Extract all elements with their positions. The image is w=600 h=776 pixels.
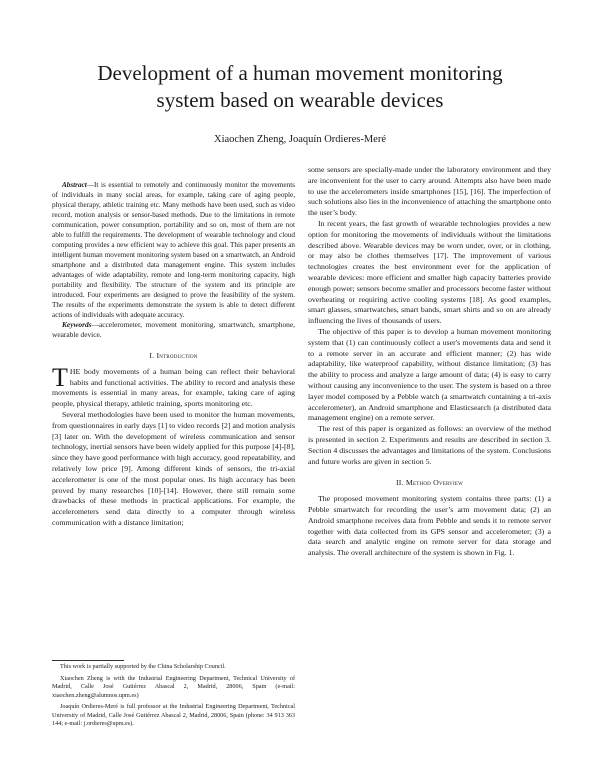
- abstract-text: —It is essential to remotely and continuously monitor the movements of individuals in many social areas, for example, taking care of aging people, physical therapy, athletic training etc. Many methods have been used, such as video record, motion analysis or sensor-based methods. Due to the limitations in remote communication, power consumption, portability and so on, most of them are not able to fulfill the requirements. The development of wearable technology and cloud computing provides a new efficient way to achieve this goal. This paper presents an intelligent human movement monitoring system based on a smartwatch, an Android smartphone and a distributed data management engine. This system includes advantages of wide adaptability, remote and long-term monitoring capacity, high portability and flexibility. The structure of the system and its principle are introduced. Four experiments are designed to prove the feasibility of the system. The results of the experiments demonstrate the system is able to detect different actions of individuals with adequate accuracy.: [52, 181, 295, 319]
- abstract: [52, 180, 295, 320]
- footnotes: [52, 663, 295, 732]
- section-2-name: Method Overview: [405, 478, 463, 488]
- section-heading-introduction: [52, 351, 295, 362]
- left-column: [52, 180, 295, 529]
- footnote-funding: This work is partially supported by the China Scholarship Council.: [60, 663, 226, 670]
- right-paragraph: some sensors are specially-made under the laboratory environment and they are inconvenient for the user to carry around. Attempts also have been made to use the accelerometers inside smartphones [15], [16]. The imperfection of such solutions also lies in the inconvenience of attaching the smartphone onto the user’s body.: [308, 165, 551, 218]
- section-1-name: Introduction: [156, 351, 198, 360]
- paper-title: [40, 60, 560, 114]
- section-heading-method-overview: [308, 478, 551, 489]
- right-paragraph: The rest of this paper is organized as follows: an overview of the method is presented in section 2. Experiments and results are described in section 3. Section 4 discusses the advantages and limitations of the system. Conclusions and future works are given in section 5.: [308, 424, 551, 466]
- drop-cap: T: [52, 362, 68, 392]
- abstract-label: Abstract: [62, 181, 87, 189]
- section-1-numeral: I.: [149, 351, 155, 360]
- keywords: [52, 320, 295, 340]
- right-column: [308, 165, 551, 559]
- intro-first-paragraph: [52, 362, 295, 410]
- keywords-label: Keywords: [62, 320, 92, 329]
- footnote-divider: [52, 660, 124, 661]
- footnote-author-2: Joaquín Ordieres-Meré is full professor at the Industrial Engineering Department, Technical University of Madrid, Calle José Gutiérrez Abascal 2, Madrid, 28006, Spain (phone: 34 913 363 144; e-mail: j.ordieres@upm.es).: [52, 703, 295, 727]
- left-paragraph: Several methodologies have been used to monitor the human movements, from questionnaires in early days [1] to video records [2] and motion analysis [3] later on. With the development of wireless communication and sensor technology, inertial sensors have been widely applied for this purpose [4]-[8], since they have good performance with high accuracy, good repeatability, and relatively low price [9]. Among different kinds of sensors, the tri-axial accelerometer is one of the most popular ones. Its high accuracy has been proved by many researches [10]-[14]. However, there still remain some drawbacks of these methods in practical applications. For example, the accelerometers send data directly to a computer through wireless communication with a distance limitation;: [52, 409, 295, 527]
- right-paragraph: The proposed movement monitoring system contains three parts: (1) a Pebble smartwatch for recording the user’s arm movement data; (2) an Android smartphone receives data from Pebble and sends it to remote server together with data collected from its GPS sensor and accelerometer; (3) a data search and analytic engine on remote server for data storage and analysis. The overall architecture of the system is shown in Fig. 1.: [308, 494, 551, 558]
- right-paragraph: In recent years, the fast growth of wearable technologies provides a new option for monitoring the movements of individuals without the limitations described above. Wearable devices may be worn under, over, or in clothing, or may also be clothes themselves [17]. The improvement of various technologies creates the best environment ever for the application of wearable devices: more efficient and smaller high capacity batteries provide enough power; sensors become smaller and processors become faster without overheating or requiring active cooling systems [18]. As good examples, smart glasses, smartwatches, smart bands, smart shirts and so on are already influencing the lives of thousands of users.: [308, 218, 551, 326]
- intro-first-text: HE body movements of a human being can reflect their behavioral habits and functional activities. The ability to record and analysis these movements is essential in many areas, for example, taking care of aging people, physical therapy, athletic training, sports monitoring etc.: [52, 366, 295, 409]
- title-line-2: system based on wearable devices: [156, 88, 444, 112]
- title-line-1: Development of a human movement monitoring: [97, 61, 503, 85]
- author-list: Xiaochen Zheng, Joaquín Ordieres-Meré: [213, 134, 387, 145]
- right-paragraph: The objective of this paper is to develop a human movement monitoring system that (1) can continuously collect a user's movements data and send it to a remote server in an accurate and efficient manner; (2) has wide adaptability, like waterproof capability, without distance limitation; (3) has the ability to process and analyze a large amount of data; (4) is easy to carry without causing any inconvenience to the user. The system is based on a three layer model composed by a Pebble watch (a smartwatch containing a tri-axis accelerometer), an Android smartphone and Elasticsearch (a distributed data management engine) on a remote server.: [308, 326, 551, 423]
- footnote-author-1: Xiaochen Zheng is with the Industrial Engineering Department, Technical University of Madrid, Calle José Gutiérrez Abascal 2, Madrid, 28006, Spain (e-mail: xiaochen.zheng@alumnos.upm.es): [52, 674, 295, 699]
- keywords-text: —accelerometer, movement monitoring, smartwatch, smartphone, wearable device.: [52, 320, 295, 339]
- section-2-numeral: II.: [395, 478, 404, 488]
